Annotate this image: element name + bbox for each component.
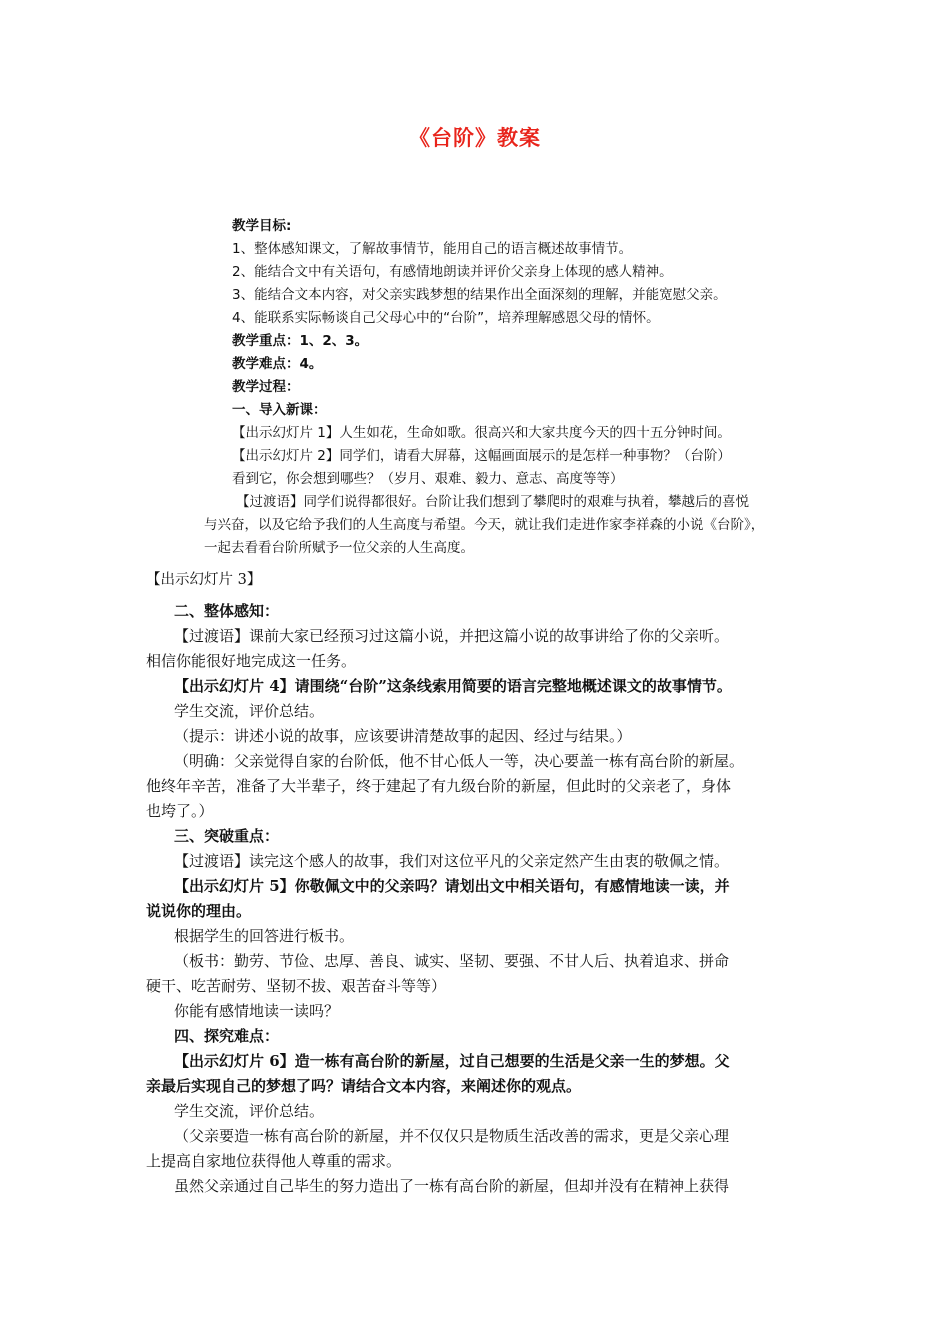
text-line: （明确：父亲觉得自家的台阶低，他不甘心低人一等，决心要盖一栋有高台阶的新屋。 [174,752,745,770]
page-title: 《台阶》教案 [409,126,541,150]
text-line: 你能有感情地读一读吗？ [174,1002,340,1020]
text-line: 相信你能很好地完成这一任务。 [146,652,357,670]
text-line: 4、能联系实际畅谈自己父母心中的“台阶”，培养理解感恩父母的情怀。 [232,310,660,326]
text-line: 【出示幻灯片 2】同学们，请看大屏幕，这幅画面展示的是怎样一种事物？（台阶） [232,448,731,464]
text-line: 虽然父亲通过自己毕生的努力造出了一栋有高台阶的新屋，但却并没有在精神上获得 [174,1177,730,1195]
text-line: 教学重点：1、2、3。 [232,333,369,349]
text-line: 他终年辛苦，准备了大半辈子，终于建起了有九级台阶的新屋，但此时的父亲老了，身体 [146,777,732,795]
text-line: （提示：讲述小说的故事，应该要讲清楚故事的起因、经过与结果。） [174,727,632,745]
text-line: 四、探究难点： [174,1027,280,1045]
text-line: 根据学生的回答进行板书。 [174,927,355,945]
text-line: 【过渡语】读完这个感人的故事，我们对这位平凡的父亲定然产生由衷的敬佩之情。 [174,852,730,870]
text-line: 也垮了。） [146,802,214,820]
text-line: 三、突破重点： [174,827,280,845]
text-line: 【出示幻灯片 6】造一栋有高台阶的新屋，过自己想要的生活是父亲一生的梦想。父 [174,1052,730,1070]
text-line: 学生交流，评价总结。 [174,702,325,720]
text-line: 亲最后实现自己的梦想了吗？请结合文本内容，来阐述你的观点。 [146,1077,582,1095]
text-line: 教学目标: [232,218,292,234]
text-line: 教学难点：4。 [232,356,323,372]
text-line: 2、能结合文中有关语句，有感情地朗读并评价父亲身上体现的感人精神。 [232,264,673,280]
text-line: 二、整体感知： [174,602,280,620]
text-line: 学生交流，评价总结。 [174,1102,325,1120]
text-line: （板书：勤劳、节俭、忠厚、善良、诚实、坚韧、要强、不甘人后、执着追求、拼命 [174,952,730,970]
text-line: 看到它，你会想到哪些？（岁月、艰难、毅力、意志、高度等等） [232,471,624,487]
text-line: 一起去看看台阶所赋予一位父亲的人生高度。 [204,540,474,556]
slide-3-label: 【出示幻灯片 3】 [146,572,262,588]
text-line: 与兴奋，以及它给予我们的人生高度与希望。今天，就让我们走进作家李祥森的小说《台阶》， [204,517,765,533]
text-line: 1、整体感知课文，了解故事情节，能用自己的语言概述故事情节。 [232,241,633,257]
text-line: 【出示幻灯片 1】人生如花，生命如歌。很高兴和大家共度今天的四十五分钟时间。 [232,425,731,441]
text-line: 【出示幻灯片 4】请围绕“台阶”这条线索用简要的语言完整地概述课文的故事情节。 [174,677,732,695]
text-line: 3、能结合文本内容，对父亲实践梦想的结果作出全面深刻的理解，并能宽慰父亲。 [232,287,727,303]
text-line: 硬干、吃苦耐劳、坚韧不拔、艰苦奋斗等等） [146,977,447,995]
text-line: 说说你的理由。 [146,902,252,920]
text-line: 【出示幻灯片 5】你敬佩文中的父亲吗？请划出文中相关语句，有感情地读一读，并 [174,877,730,895]
text-line: （父亲要造一栋有高台阶的新屋，并不仅仅只是物质生活改善的需求，更是父亲心理 [174,1127,730,1145]
text-line: 上提高自家地位获得他人尊重的需求。 [146,1152,402,1170]
text-line: 一、导入新课： [232,402,327,418]
text-line: 【过渡语】同学们说得都很好。台阶让我们想到了攀爬时的艰难与执着，攀越后的喜悦 [236,494,749,510]
text-line: 教学过程： [232,379,300,395]
text-line: 【过渡语】课前大家已经预习过这篇小说，并把这篇小说的故事讲给了你的父亲听。 [174,627,730,645]
